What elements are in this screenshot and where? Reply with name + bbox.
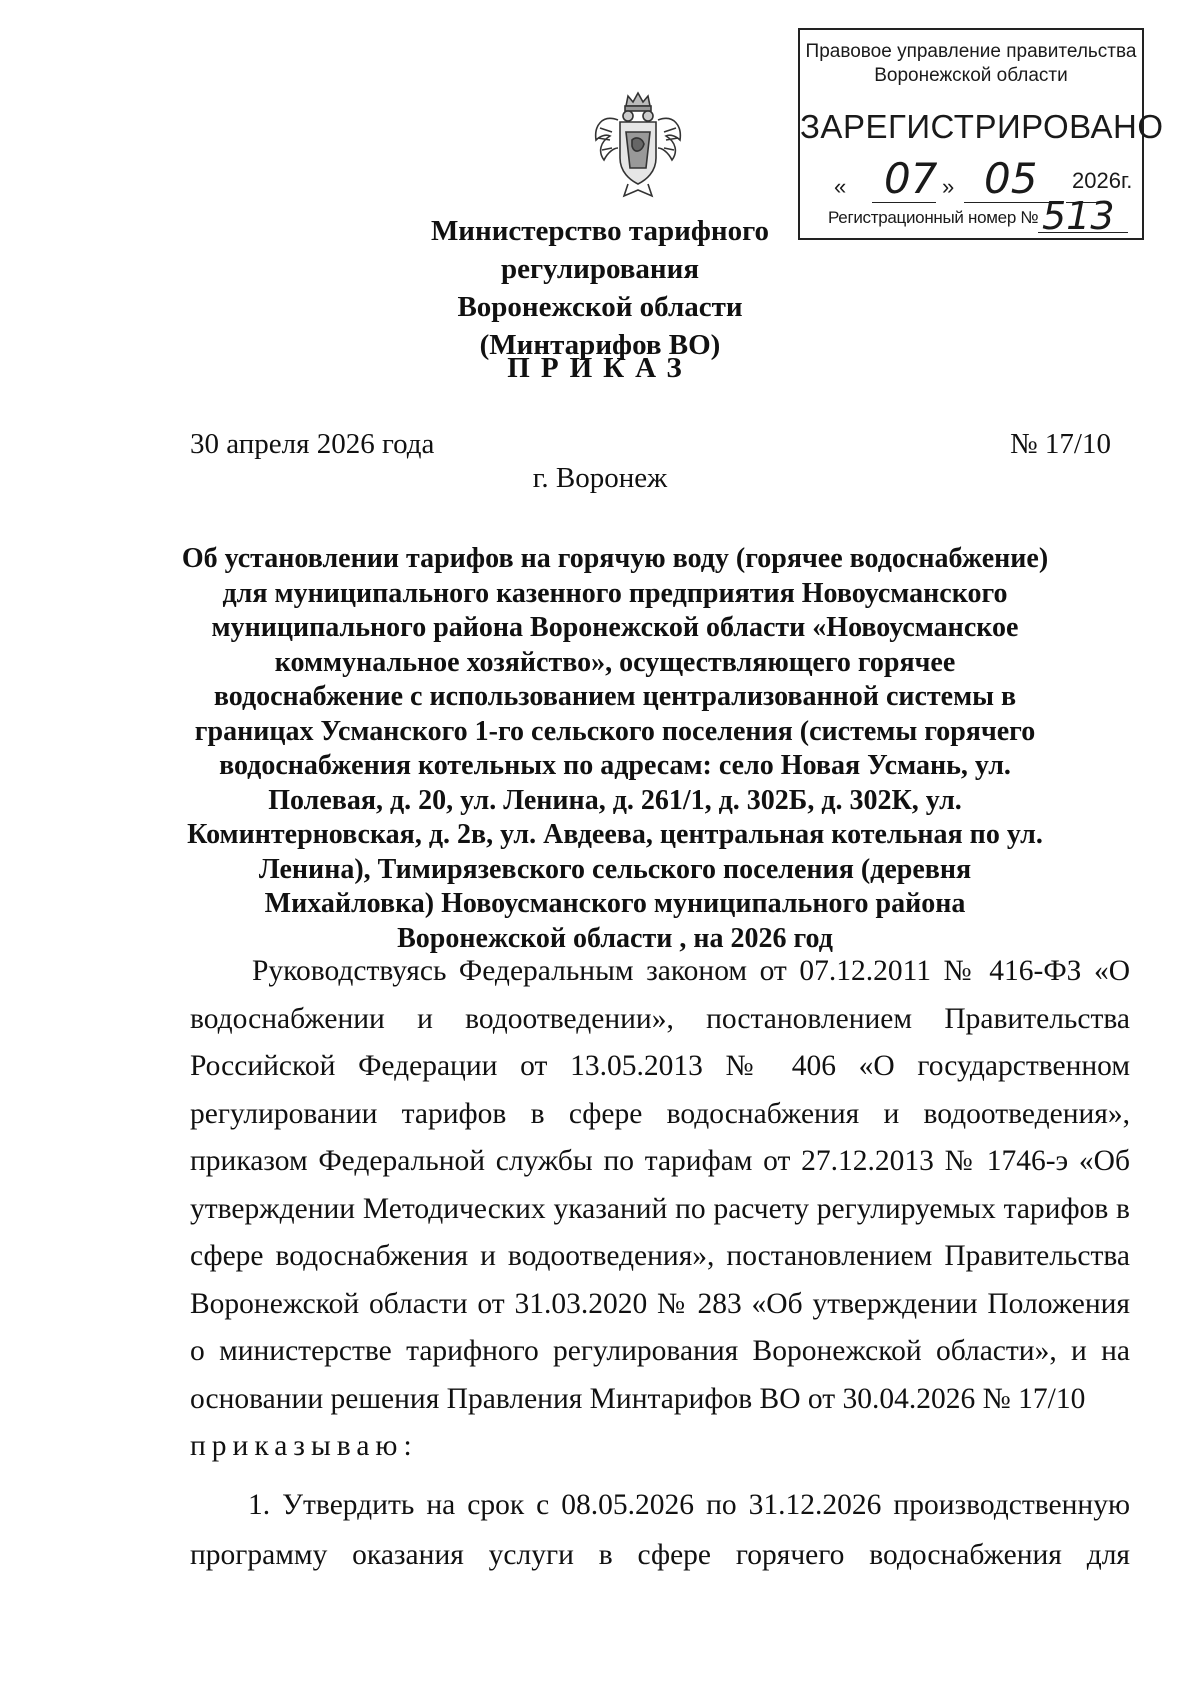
order-item-1-text: 1. Утвердить на срок с 08.05.2026 по 31.12.2026 производственную программу оказания услуги в сфере горячего водоснабжения для xyxy=(190,1489,1130,1571)
stamp-reg-number-label: Регистрационный номер № xyxy=(828,208,1039,227)
document-subject: Об установлении тарифов на горячую воду (горячее водоснабжение) для муниципального казенного предприятия Новоусманского муниципального района Воронежской области «Новоусманское коммунальное хозяйство», осуществляющего горячее водоснабжение с использованием централизованной системы в границах Усманского 1-го сельского поселения (системы горячего водоснабжения котельных по адресам: село Новая Усмань, ул. Полевая, д. 20, ул. Ленина, д. 261/1, д. 302Б, д. 302К, ул. Коминтерновская, д. 2в, ул. Авдеева, центральная котельная по ул. Ленина), Тимирязевского сельского поселения (деревня Михайловка) Новоусманского муниципального района Воронежской области , на 2026 год xyxy=(181,543,1049,954)
stamp-registered-label: ЗАРЕГИСТРИРОВАНО xyxy=(800,108,1164,145)
stamp-month: 05 xyxy=(984,154,1038,203)
stamp-open-quote: « xyxy=(834,174,847,199)
document-number: № 17/10 xyxy=(1010,428,1111,460)
document-type: ПРИКАЗ xyxy=(507,352,693,384)
stamp-organization: Правовое управление правительства Воронежской области xyxy=(805,41,1137,86)
registration-stamp xyxy=(798,28,1164,240)
stamp-day: 07 xyxy=(884,154,938,203)
stamp-close-quote: » xyxy=(942,174,955,199)
document-body xyxy=(190,948,1130,1423)
voronezh-coat-of-arms-icon xyxy=(588,88,688,200)
order-item-1 xyxy=(190,1480,1130,1580)
stamp-year: 2026г. xyxy=(1072,168,1133,193)
ministry-name: Министерство тарифного регулирования Воронежской области (Минтарифов ВО) xyxy=(430,215,770,361)
preamble-paragraph: Руководствуясь Федеральным законом от 07.12.2011 № 416-ФЗ «О водоснабжении и водоотведении», постановлением Правительства Российской Федерации от 13.05.2013 № 406 «О государственном регулировании тарифов в сфере водоснабжения и водоотведения», приказом Федеральной службы по тарифам от 27.12.2013 № 1746-э «Об утверждении Методических указаний по расчету регулируемых тарифов в сфере водоснабжения и водоотведения», постановлением Правительства Воронежской области от 31.03.2020 № 283 «Об утверждении Положения о министерстве тарифного регулирования Воронежской области», и на основании решения Правления Минтарифов ВО от 30.04.2026 № 17/10 xyxy=(190,955,1130,1415)
document-date: 30 апреля 2026 года xyxy=(190,428,435,460)
stamp-reg-number: 513 xyxy=(1042,194,1115,238)
document-city: г. Воронеж xyxy=(532,462,668,494)
order-word: приказываю: xyxy=(190,1430,418,1462)
